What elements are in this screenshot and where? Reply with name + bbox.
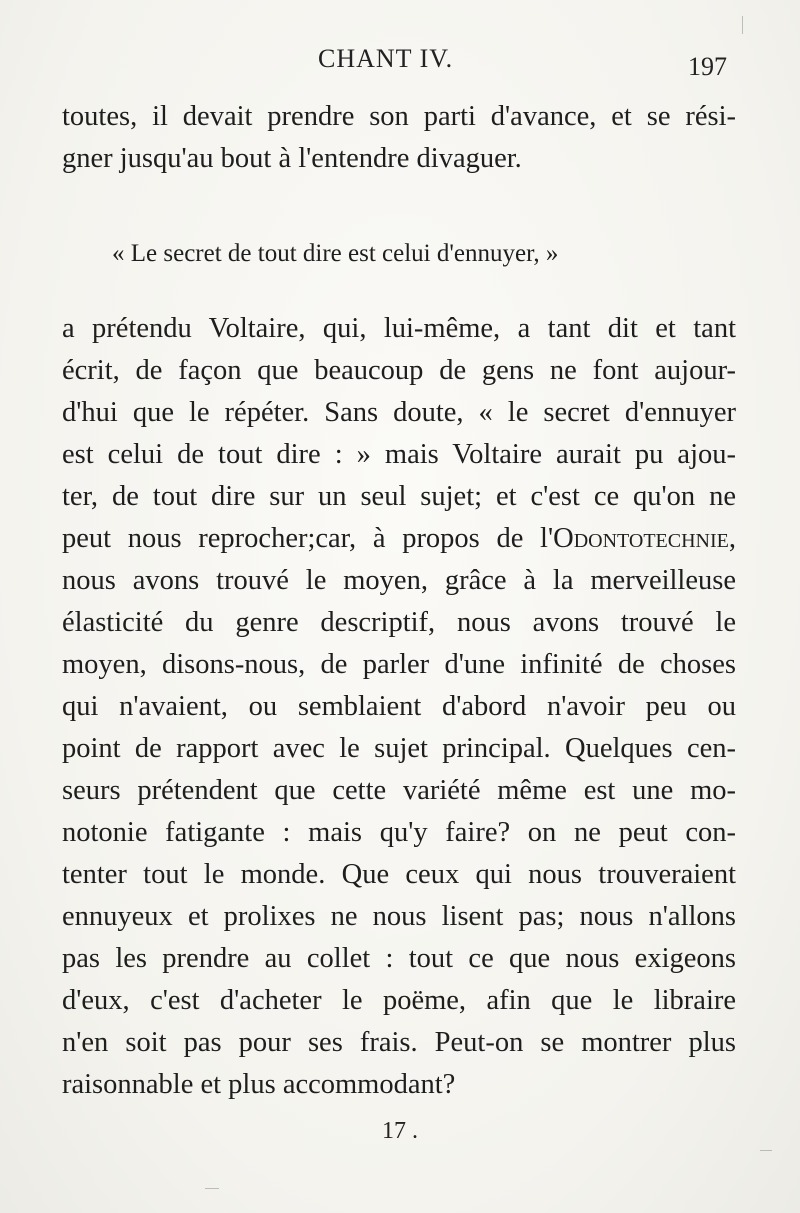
- text-line: est celui de tout dire : » mais Voltaire aurait pu ajou-: [62, 439, 736, 470]
- text-line: moyen, disons-nous, de parler d'une infinité de choses: [62, 649, 736, 680]
- text-line: toutes, il devait prendre son parti d'avance, et se rési-: [62, 101, 736, 132]
- text-line: d'eux, c'est d'acheter le poëme, afin que le libraire: [62, 985, 736, 1016]
- text-line: nous avons trouvé le moyen, grâce à la merveilleuse: [62, 565, 736, 596]
- text-line: d'hui que le répéter. Sans doute, « le secret d'ennuyer: [62, 397, 736, 428]
- text-line: point de rapport avec le sujet principal. Quelques cen-: [62, 733, 736, 764]
- text-line: tenter tout le monde. Que ceux qui nous trouveraient: [62, 859, 736, 890]
- work-title-smallcaps: Odontotechnie,: [553, 523, 736, 554]
- text-line-with-title: [62, 518, 736, 560]
- page-number: 197: [688, 52, 727, 81]
- text-fragment: peut nous reprocher;car, à propos de l': [62, 523, 554, 554]
- text-line: écrit, de façon que beaucoup de gens ne font aujour-: [62, 355, 736, 386]
- text-line: seurs prétendent que cette variété même est une mo-: [62, 775, 736, 806]
- signature-mark: 17 .: [382, 1118, 418, 1144]
- scan-speck: [760, 1150, 772, 1151]
- chant-title: CHANT IV.: [318, 44, 454, 73]
- running-head: [0, 42, 800, 82]
- epigraph-quote: « Le secret de tout dire est celui d'ennuyer, »: [112, 240, 559, 267]
- text-line: ter, de tout dire sur un seul sujet; et c'est ce qu'on ne: [62, 481, 736, 512]
- text-line: a prétendu Voltaire, qui, lui-même, a tant dit et tant: [62, 313, 736, 344]
- text-line: pas les prendre au collet : tout ce que nous exigeons: [62, 943, 736, 974]
- scan-speck: [205, 1188, 219, 1189]
- text-line: raisonnable et plus accommodant?: [62, 1069, 456, 1100]
- text-line: ennuyeux et prolixes ne nous lisent pas; nous n'allons: [62, 901, 736, 932]
- text-line: notonie fatigante : mais qu'y faire? on ne peut con-: [62, 817, 736, 848]
- scan-speck: [742, 16, 743, 34]
- text-line: élasticité du genre descriptif, nous avons trouvé le: [62, 607, 736, 638]
- text-line: n'en soit pas pour ses frais. Peut-on se montrer plus: [62, 1027, 736, 1058]
- text-line: qui n'avaient, ou semblaient d'abord n'avoir peu ou: [62, 691, 736, 722]
- text-line: gner jusqu'au bout à l'entendre divaguer.: [62, 143, 522, 174]
